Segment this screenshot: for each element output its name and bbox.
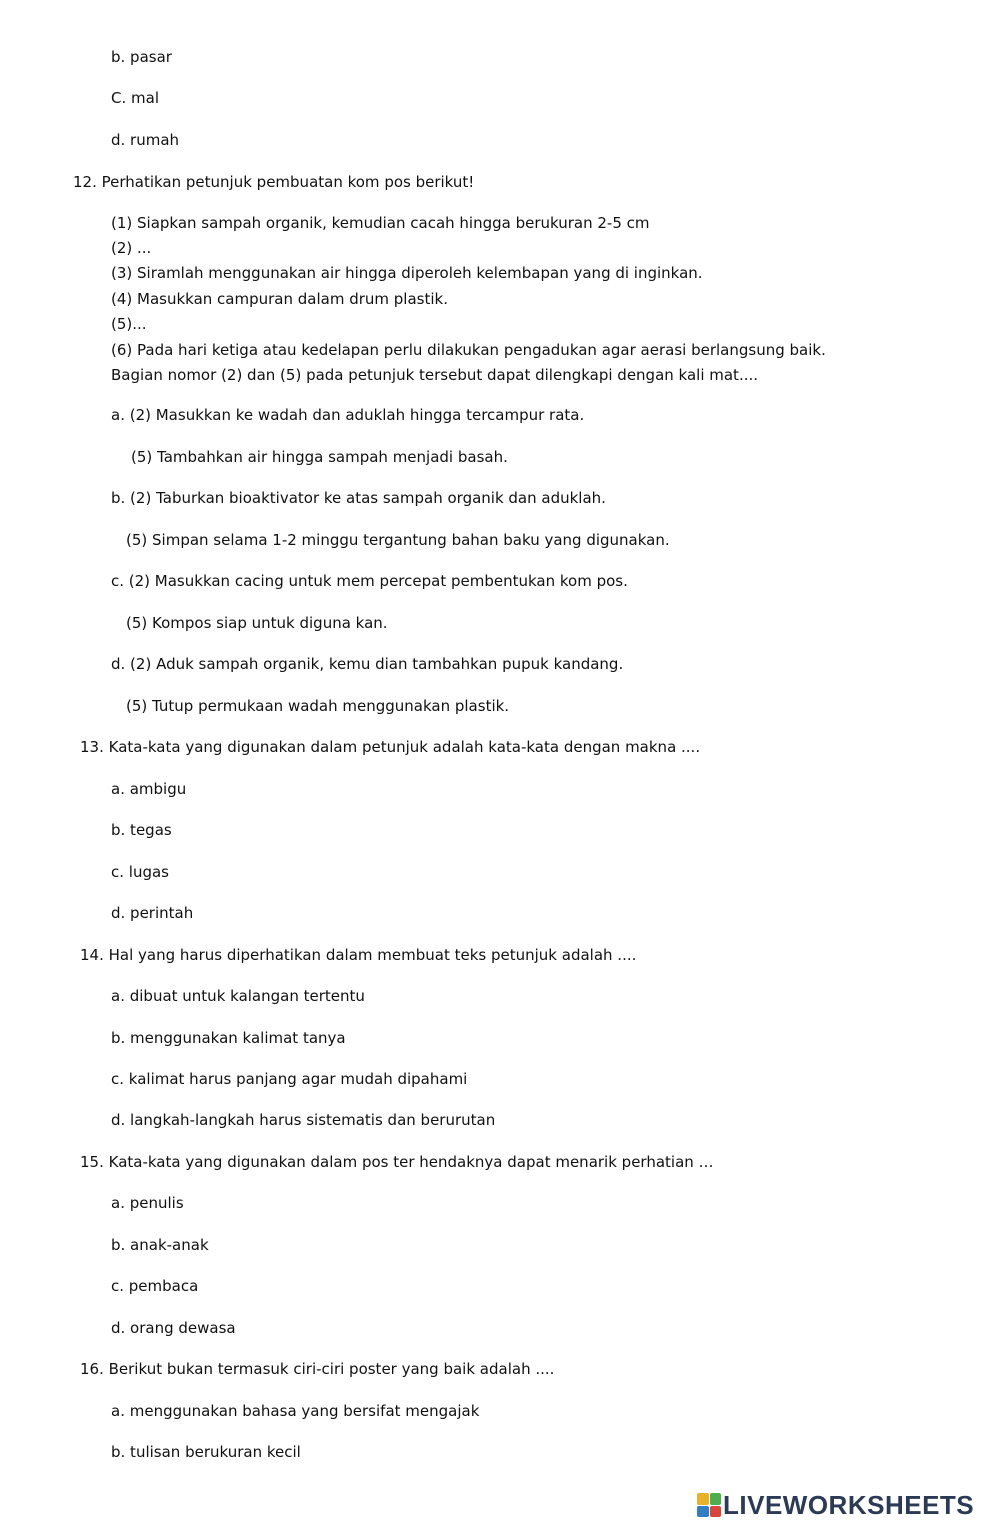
q13-option-d: d. perintah (111, 904, 194, 922)
q12-prompt: Bagian nomor (2) dan (5) pada petunjuk tersebut dapat dilengkapi dengan kali mat.... (111, 366, 759, 384)
q12-option-d-part-5: (5) Tutup permukaan wadah menggunakan plastik. (126, 697, 510, 715)
q12-step-1: (1) Siapkan sampah organik, kemudian cacah hingga berukuran 2-5 cm (111, 214, 650, 232)
q16-option-a: a. menggunakan bahasa yang bersifat mengajak (111, 1402, 480, 1420)
logo-tile-3 (697, 1506, 709, 1518)
logo-tile-1 (697, 1493, 709, 1505)
option-c-mal: C. mal (111, 89, 159, 107)
q12-step-6: (6) Pada hari ketiga atau kedelapan perlu dilakukan pengadukan agar aerasi berlangsung baik. (111, 341, 826, 359)
q12-option-b-part-5: (5) Simpan selama 1-2 minggu tergantung bahan baku yang digunakan. (126, 531, 670, 549)
q14-option-b: b. menggunakan kalimat tanya (111, 1029, 346, 1047)
option-d-rumah: d. rumah (111, 131, 180, 149)
question-15: 15. Kata-kata yang digunakan dalam pos ter hendaknya dapat menarik perhatian … (80, 1153, 714, 1171)
liveworksheets-logo-text: LIVEWORKSHEETS (723, 1489, 975, 1520)
q15-option-a: a. penulis (111, 1194, 184, 1212)
q12-option-b: b. (2) Taburkan bioaktivator ke atas sampah organik dan aduklah. (111, 489, 606, 507)
question-12: 12. Perhatikan petunjuk pembuatan kom pos berikut! (73, 173, 475, 191)
q12-option-a: a. (2) Masukkan ke wadah dan aduklah hingga tercampur rata. (111, 406, 585, 424)
liveworksheets-logo (697, 1489, 974, 1521)
question-16: 16. Berikut bukan termasuk ciri-ciri poster yang baik adalah .... (80, 1360, 555, 1378)
q15-option-d: d. orang dewasa (111, 1319, 236, 1337)
q12-option-d: d. (2) Aduk sampah organik, kemu dian tambahkan pupuk kandang. (111, 655, 624, 673)
logo-tile-4 (710, 1506, 722, 1518)
q13-option-b: b. tegas (111, 821, 172, 839)
option-b-pasar: b. pasar (111, 48, 172, 66)
q12-option-a-part-5: (5) Tambahkan air hingga sampah menjadi basah. (131, 448, 508, 466)
q13-option-a: a. ambigu (111, 780, 187, 798)
logo-tile-2 (710, 1493, 722, 1505)
question-14: 14. Hal yang harus diperhatikan dalam membuat teks petunjuk adalah .... (80, 946, 637, 964)
q15-option-b: b. anak-anak (111, 1236, 209, 1254)
q14-option-a: a. dibuat untuk kalangan tertentu (111, 987, 365, 1005)
q14-option-c: c. kalimat harus panjang agar mudah dipahami (111, 1070, 468, 1088)
liveworksheets-logo-icon (697, 1493, 721, 1517)
q12-step-3: (3) Siramlah menggunakan air hingga diperoleh kelembapan yang di inginkan. (111, 264, 703, 282)
q12-step-2: (2) ... (111, 239, 152, 257)
q12-step-5: (5)... (111, 315, 147, 333)
q13-option-c: c. lugas (111, 863, 169, 881)
q12-option-c-part-5: (5) Kompos siap untuk diguna kan. (126, 614, 388, 632)
q16-option-b: b. tulisan berukuran kecil (111, 1443, 301, 1461)
q12-option-c: c. (2) Masukkan cacing untuk mem percepat pembentukan kom pos. (111, 572, 628, 590)
question-13: 13. Kata-kata yang digunakan dalam petunjuk adalah kata-kata dengan makna .... (80, 738, 701, 756)
q12-step-4: (4) Masukkan campuran dalam drum plastik. (111, 290, 448, 308)
q14-option-d: d. langkah-langkah harus sistematis dan berurutan (111, 1111, 496, 1129)
q15-option-c: c. pembaca (111, 1277, 199, 1295)
